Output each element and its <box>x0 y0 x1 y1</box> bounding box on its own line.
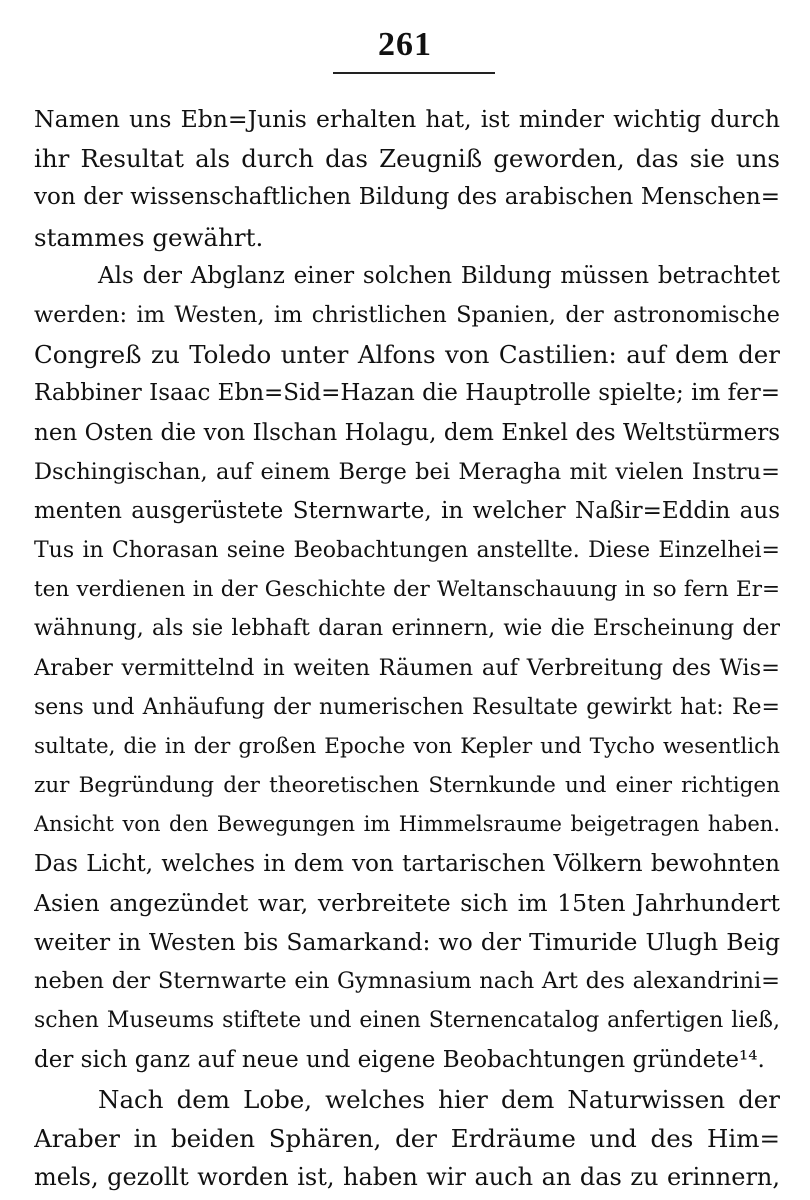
text-line: Namen uns Ebn=Junis erhalten hat, ist minder wichtig durch <box>34 105 780 133</box>
text-line: nen Osten die von Ilschan Holagu, dem Enkel des Weltstürmers <box>34 419 780 446</box>
text-line: von der wissenschaftlichen Bildung des arabischen Menschen= <box>34 184 780 211</box>
text-line: Dschingischan, auf einem Berge bei Meragha mit vielen Instru= <box>34 458 780 485</box>
text-line: Araber vermittelnd in weiten Räumen auf Verbreitung des Wis= <box>34 654 780 681</box>
text-line: ten verdienen in der Geschichte der Weltanschauung in so fern Er= <box>34 577 780 603</box>
text-line: stammes gewährt. <box>34 222 264 252</box>
text-line: wähnung, als sie lebhaft daran erinnern, wie die Erscheinung der <box>34 616 780 642</box>
text-line: Asien angezündet war, verbreitete sich im 15ten Jahrhundert <box>34 888 780 917</box>
text-line: zur Begründung der theoretischen Sternkunde und einer richtigen <box>34 773 780 799</box>
text-line: sens und Anhäufung der numerischen Resultate gewirkt hat: Re= <box>34 694 780 720</box>
text-line: Araber in beiden Sphären, der Erdräume und des Him= <box>34 1123 780 1153</box>
text-line: der sich ganz auf neue und eigene Beobachtungen gründete¹⁴. <box>34 1046 765 1073</box>
text-line: Tus in Chorasan seine Beobachtungen anstellte. Diese Einzelhei= <box>34 538 780 564</box>
text-line: Congreß zu Toledo unter Alfons von Castilien: auf dem der <box>34 340 780 370</box>
page-number: 261 <box>378 26 432 63</box>
text-line: ihr Resultat als durch das Zeugniß geworden, das sie uns <box>34 144 780 174</box>
text-line: menten ausgerüstete Sternwarte, in welcher Naßir=Eddin aus <box>34 497 780 524</box>
text-line: Nach dem Lobe, welches hier dem Naturwissen der <box>98 1084 780 1114</box>
text-line: sultate, die in der großen Epoche von Kepler und Tycho wesentlich <box>34 734 780 759</box>
text-line: schen Museums stiftete und einen Sternencatalog anfertigen ließ, <box>34 1008 780 1034</box>
text-line: weiter in Westen bis Samarkand: wo der Timuride Ulugh Beig <box>34 927 780 956</box>
body-text <box>34 100 780 1197</box>
text-line: Als der Abglanz einer solchen Bildung müssen betrachtet <box>98 262 780 289</box>
text-line: Rabbiner Isaac Ebn=Sid=Hazan die Hauptrolle spielte; im fer= <box>34 380 780 407</box>
text-line: neben der Sternwarte ein Gymnasium nach Art des alexandrini= <box>34 968 780 995</box>
header-rule <box>333 72 495 74</box>
text-line: werden: im Westen, im christlichen Spanien, der astronomische <box>34 301 780 328</box>
text-line: mels, gezollt worden ist, haben wir auch an das zu erinnern, <box>34 1163 780 1192</box>
text-line: Das Licht, welches in dem von tartarischen Völkern bewohnten <box>34 850 780 877</box>
text-line: Ansicht von den Bewegungen im Himmelsraume beigetragen haben. <box>34 812 780 837</box>
